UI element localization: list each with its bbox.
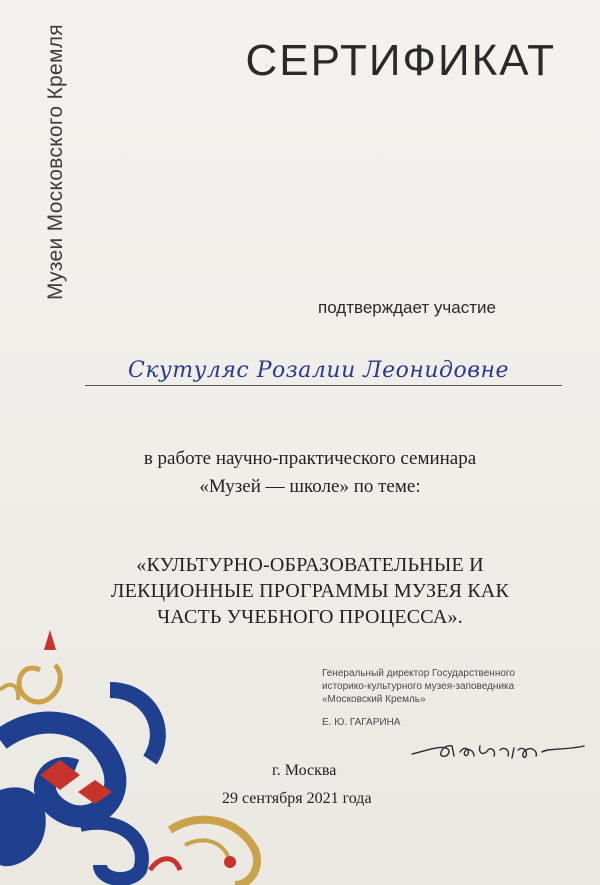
issue-date: 29 сентября 2021 года: [222, 790, 372, 807]
recipient-name-line: [85, 385, 562, 386]
director-line-1: Генеральный директор Государственного: [322, 668, 515, 679]
director-signature: [408, 732, 588, 768]
certificate-title: СЕРТИФИКАТ: [245, 36, 556, 85]
seminar-text-line-2: «Музей — школе» по теме:: [199, 476, 421, 497]
topic-line-1: «КУЛЬТУРНО-ОБРАЗОВАТЕЛЬНЫЕ И: [136, 554, 484, 576]
director-title: [322, 667, 582, 706]
seminar-topic: [60, 552, 560, 630]
confirms-participation-text: подтверждает участие: [318, 298, 496, 317]
director-line-2: историко-культурного музея-заповедника: [322, 681, 515, 692]
topic-line-2: ЛЕКЦИОННЫЕ ПРОГРАММЫ МУЗЕЯ КАК: [110, 580, 510, 602]
topic-line-3: ЧАСТЬ УЧЕБНОГО ПРОЦЕССА».: [157, 606, 463, 628]
folk-ornament-decoration: [0, 630, 270, 885]
organization-vertical-title: Музеи Московского Кремля: [44, 24, 67, 300]
director-name: Е. Ю. ГАГАРИНА: [322, 717, 401, 728]
seminar-text-line-1: в работе научно-практического семинара: [143, 448, 477, 469]
city: г. Москва: [272, 762, 337, 779]
director-line-3: «Московский Кремль»: [322, 694, 426, 705]
recipient-name-handwritten: Скутуляс Розалии Леонидовне: [128, 358, 510, 383]
